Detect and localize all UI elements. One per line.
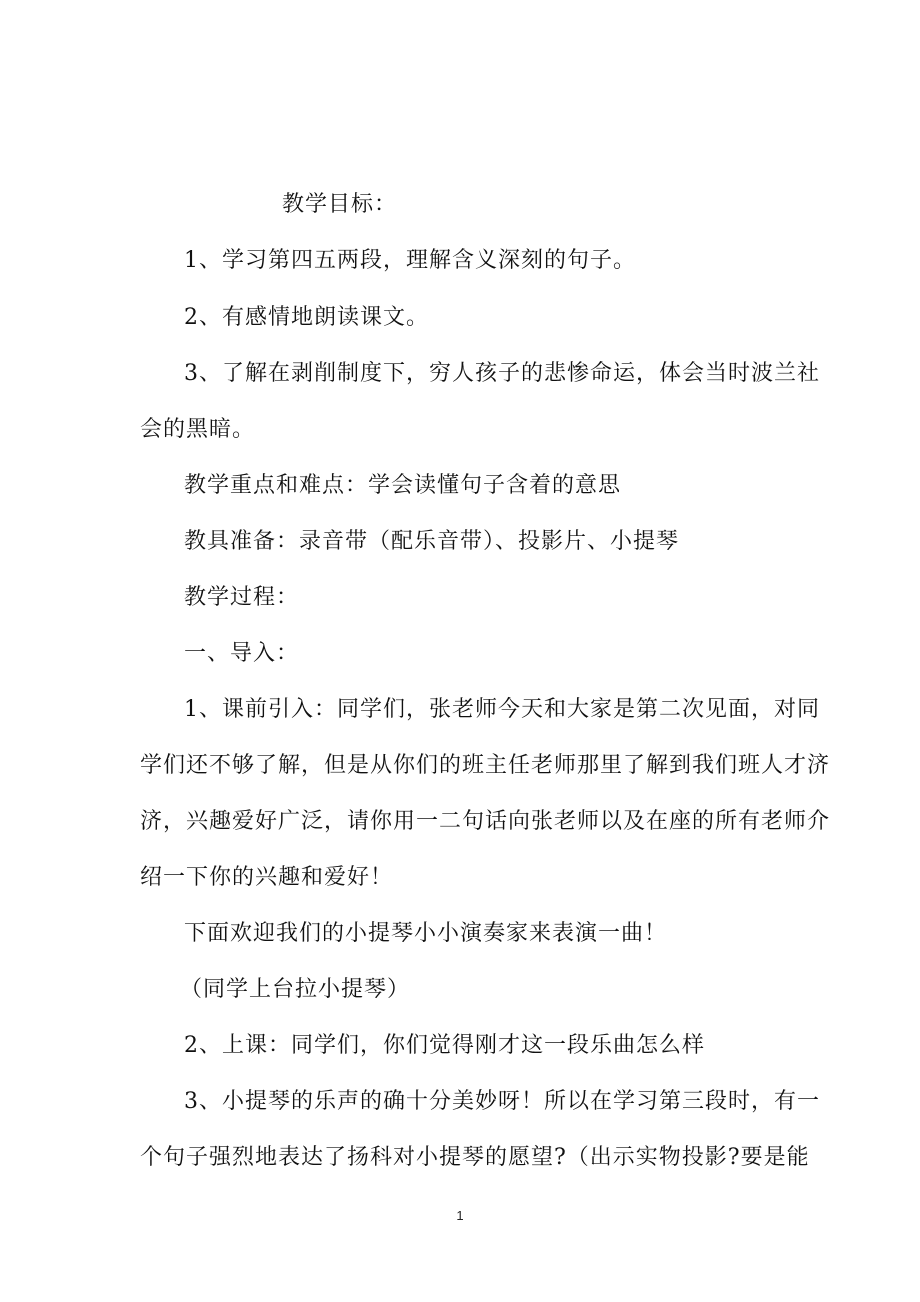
paragraph-line: 下面欢迎我们的小提琴小小演奏家来表演一曲！ [184, 921, 668, 946]
paragraph-line: 3、小提琴的乐声的确十分美妙呀！所以在学习第三段时，有一 [184, 1089, 820, 1114]
paragraph-line: 教具准备：录音带（配乐音带）、投影片、小提琴 [184, 529, 680, 554]
paragraph-line: 一、导入： [184, 641, 300, 666]
paragraph-line: 会的黑暗。 [140, 417, 256, 442]
paragraph-line: 绍一下你的兴趣和爱好！ [140, 865, 394, 890]
paragraph-line: 2、上课：同学们，你们觉得刚才这一段乐曲怎么样 [184, 1033, 705, 1058]
paragraph-line: 3、了解在剥削制度下，穷人孩子的悲惨命运，体会当时波兰社 [184, 361, 820, 386]
paragraph-line: 2、有感情地朗读课文。 [184, 305, 429, 330]
paragraph-line: 1、学习第四五两段，理解含义深刻的句子。 [184, 248, 636, 273]
paragraph-line: 学们还不够了解，但是从你们的班主任老师那里了解到我们班人才济 [140, 753, 831, 778]
paragraph-line: 济，兴趣爱好广泛，请你用一二句话向张老师以及在座的所有老师介 [140, 809, 831, 834]
section-heading: 教学目标： [282, 192, 398, 217]
paragraph-line: 教学重点和难点：学会读懂句子含着的意思 [184, 473, 622, 498]
paragraph-line: 教学过程： [184, 585, 300, 610]
paragraph-line: 个句子强烈地表达了扬科对小提琴的愿望?（出示实物投影?要是能 [140, 1145, 810, 1170]
page-number: 1 [456, 1208, 464, 1223]
paragraph-line: （同学上台拉小提琴） [180, 977, 411, 1002]
paragraph-line: 1、课前引入：同学们，张老师今天和大家是第二次见面，对同 [184, 697, 820, 722]
